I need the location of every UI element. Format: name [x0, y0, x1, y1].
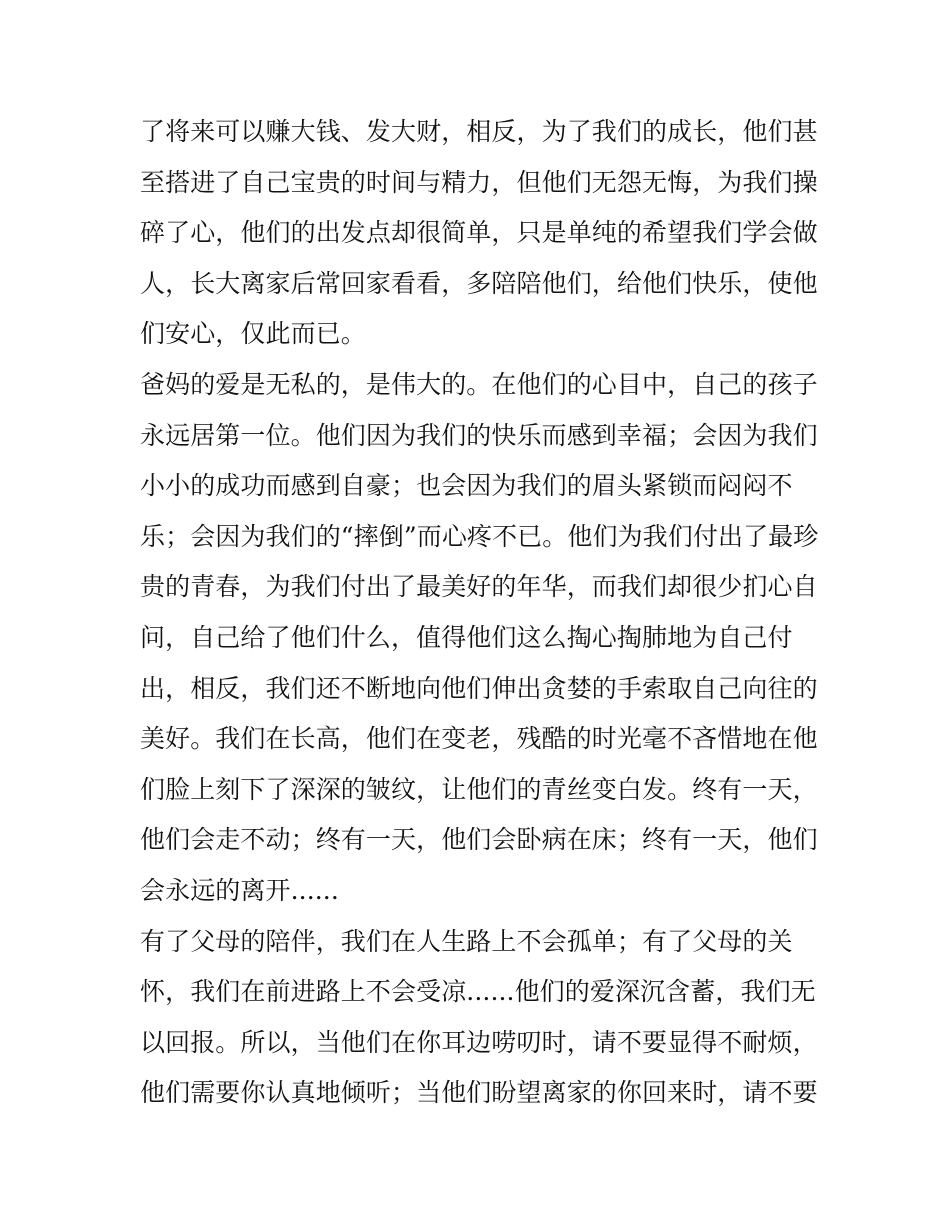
text-line: 乐；会因为我们的“摔倒”而心疼不已。他们为我们付出了最珍 — [140, 521, 819, 551]
essay-text-block — [140, 107, 820, 1119]
text-line: 们脸上刻下了深深的皱纹，让他们的青丝变白发。终有一天， — [140, 774, 818, 804]
text-line: 小小的成功而感到自豪；也会因为我们的眉头紧锁而闷闷不 — [140, 471, 793, 501]
text-line: 人，长大离家后常回家看看，多陪陪他们，给他们快乐，使他 — [140, 268, 818, 298]
text-line: 美好。我们在长高，他们在变老，残酷的时光毫不吝惜地在他 — [140, 724, 818, 754]
text-line: 永远居第一位。他们因为我们的快乐而感到幸福；会因为我们 — [140, 420, 818, 450]
text-line: 以回报。所以，当他们在你耳边唠叨时，请不要显得不耐烦， — [140, 1027, 818, 1057]
text-line: 有了父母的陪伴，我们在人生路上不会孤单；有了父母的关 — [140, 926, 793, 956]
text-line: 问，自己给了他们什么，值得他们这么掏心掏肺地为自己付 — [140, 622, 793, 652]
text-line: 他们需要你认真地倾听；当他们盼望离家的你回来时，请不要 — [140, 1078, 818, 1108]
text-line: 出，相反，我们还不断地向他们伸出贪婪的手索取自己向往的 — [140, 673, 818, 703]
text-line: 他们会走不动；终有一天，他们会卧病在床；终有一天，他们 — [140, 825, 818, 855]
text-line: 至搭进了自己宝贵的时间与精力，但他们无怨无悔，为我们操 — [140, 167, 818, 197]
text-line: 爸妈的爱是无私的，是伟大的。在他们的心目中，自己的孩子 — [140, 369, 818, 399]
text-line: 会永远的离开...... — [140, 875, 339, 905]
text-line: 贵的青春，为我们付出了最美好的年华，而我们却很少扪心自 — [140, 572, 818, 602]
text-line: 怀，我们在前进路上不会受凉......他们的爱深沉含蓄，我们无 — [140, 977, 816, 1007]
text-line: 们安心，仅此而已。 — [140, 319, 366, 349]
text-line: 碎了心，他们的出发点却很简单，只是单纯的希望我们学会做 — [140, 218, 818, 248]
text-line: 了将来可以赚大钱、发大财，相反，为了我们的成长，他们甚 — [140, 117, 818, 146]
